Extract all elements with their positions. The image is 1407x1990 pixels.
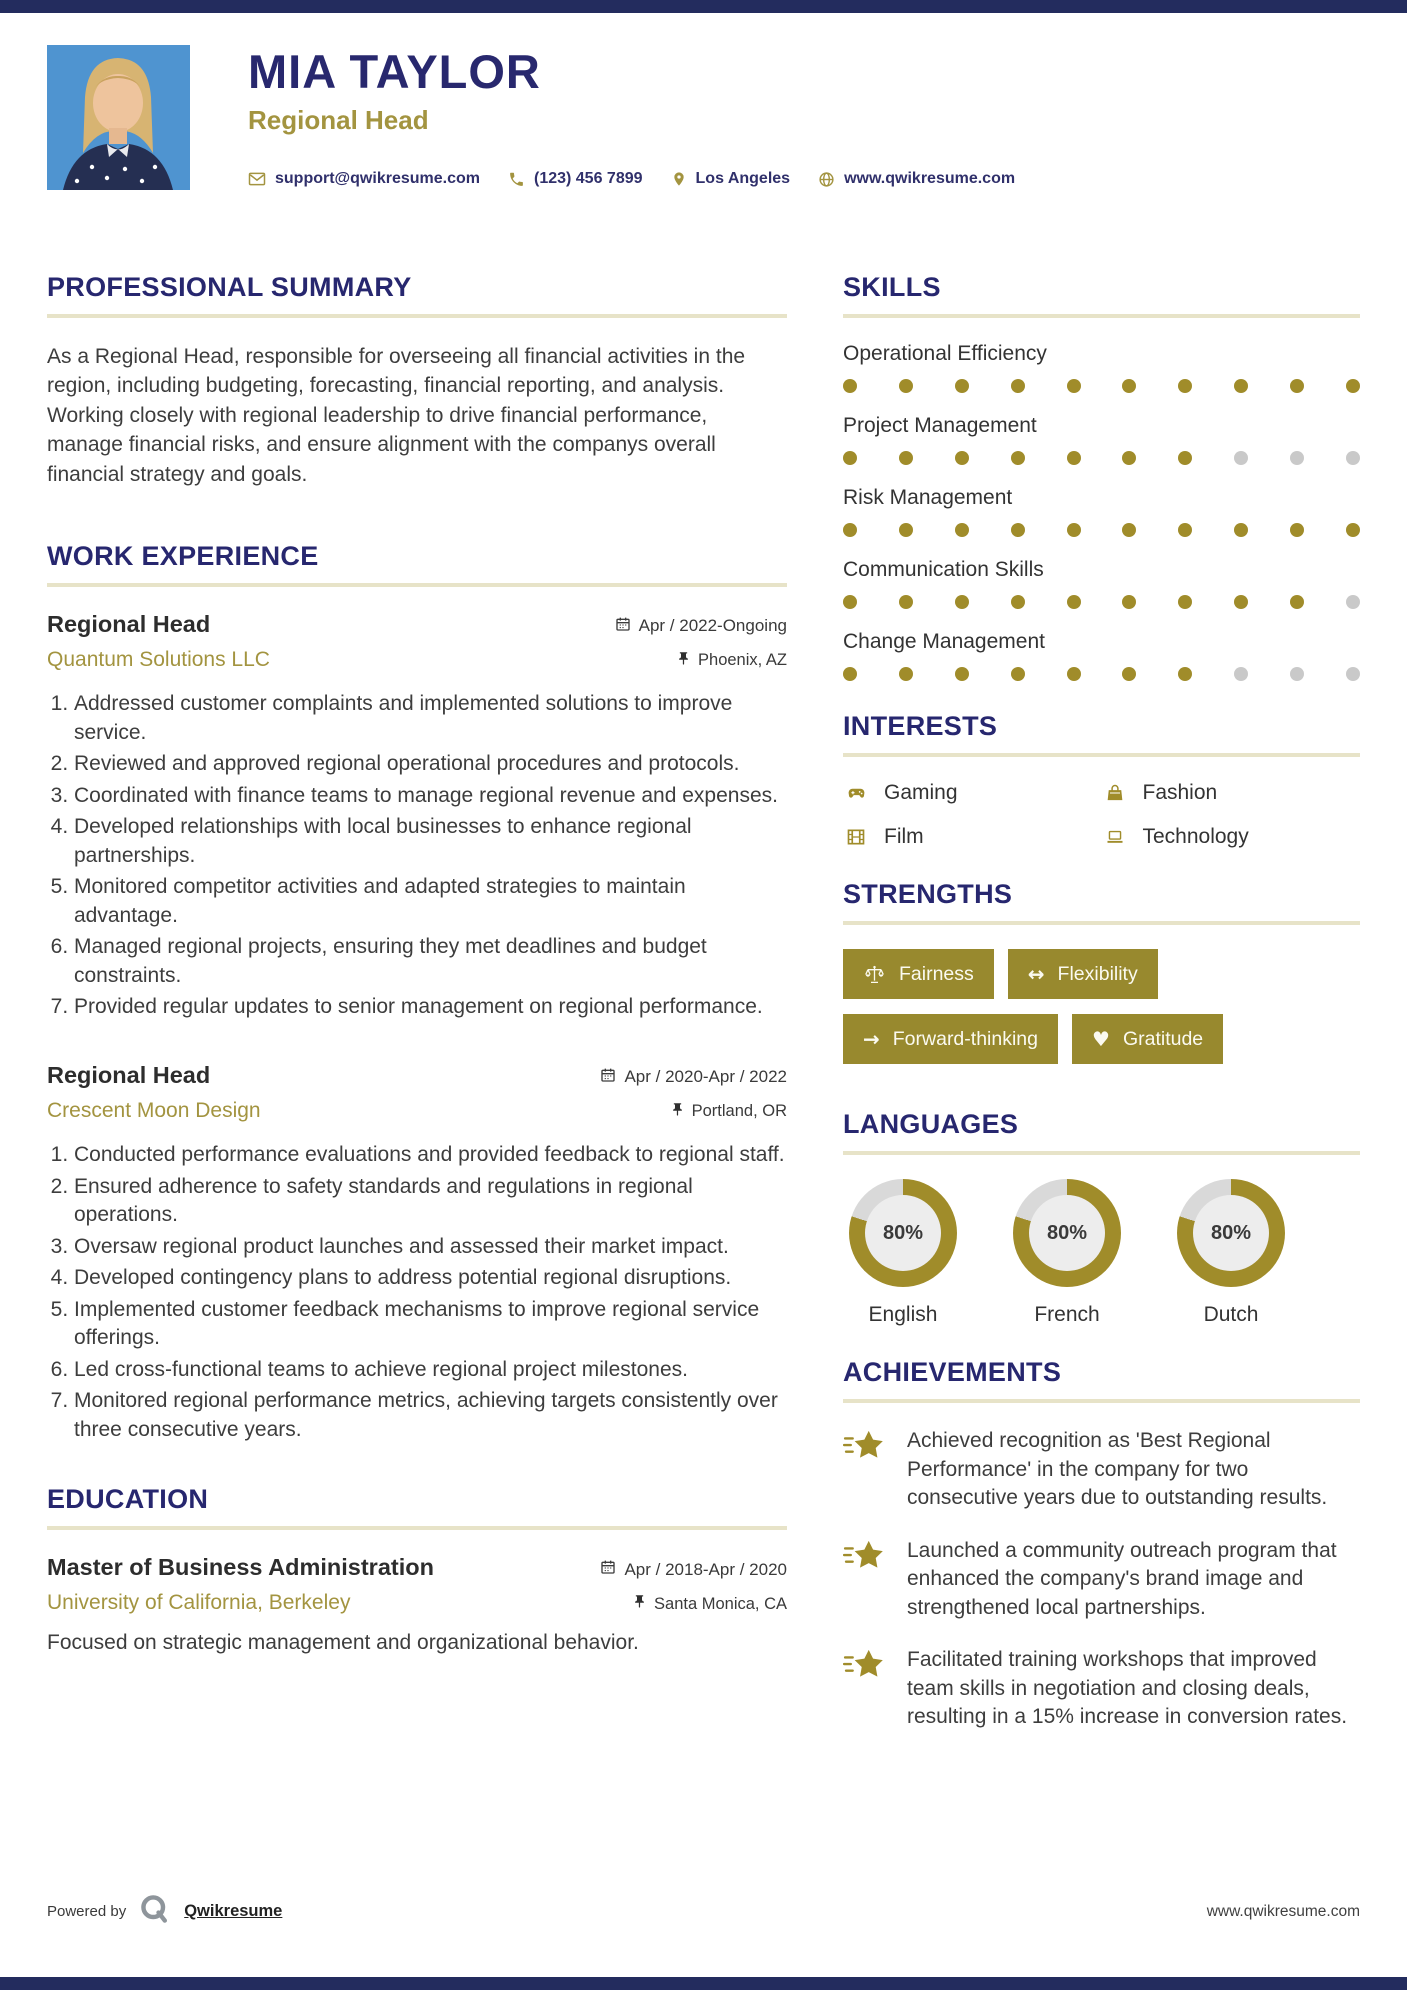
location-text: Los Angeles <box>695 170 791 188</box>
skill-dot <box>955 595 969 609</box>
interest-label: Film <box>884 825 924 848</box>
heart-icon: ♥ <box>1092 1027 1110 1051</box>
skill-dot <box>1178 667 1192 681</box>
degree-title: Master of Business Administration <box>47 1554 434 1581</box>
skill-dot <box>955 451 969 465</box>
calendar-icon <box>615 616 631 637</box>
skill-rating <box>843 523 1360 537</box>
skill-dot <box>1346 595 1360 609</box>
strength-chip <box>843 1014 1058 1064</box>
job-location-text: Phoenix, AZ <box>698 651 787 670</box>
calendar-icon <box>600 1559 616 1580</box>
language-label: English <box>868 1303 938 1326</box>
strength-label: Gratitude <box>1122 1027 1204 1050</box>
skill-name: Change Management <box>843 630 1045 653</box>
skill-dot <box>1067 523 1081 537</box>
skill-dot <box>1122 379 1136 393</box>
skill-dot <box>1067 595 1081 609</box>
contact-row <box>248 170 1015 188</box>
job-date <box>600 1067 787 1088</box>
summary-section <box>47 272 787 489</box>
skill-dot <box>899 523 913 537</box>
film-icon <box>843 827 869 847</box>
job-subheader <box>47 1099 787 1123</box>
job-duty-item: 6. Led cross-functional teams to achieve regional project milestones. <box>74 1356 787 1385</box>
laptop-icon <box>1102 828 1128 847</box>
skill-rating <box>843 451 1360 465</box>
job-entry <box>47 1062 787 1444</box>
job-subheader <box>47 648 787 672</box>
skill-dot <box>1346 379 1360 393</box>
skill-dot <box>899 379 913 393</box>
skill-dot <box>843 595 857 609</box>
language-item <box>1177 1179 1285 1327</box>
education-location <box>632 1594 787 1614</box>
section-rule <box>843 753 1360 757</box>
skill-dot <box>1234 379 1248 393</box>
skill-dot <box>1178 451 1192 465</box>
achievements-list <box>843 1427 1360 1732</box>
top-accent-bar <box>0 0 1407 13</box>
language-donut <box>849 1179 957 1287</box>
education-date-text: Apr / 2018-Apr / 2020 <box>624 1559 787 1579</box>
language-donut <box>1177 1179 1285 1287</box>
right-arrow-icon: → <box>863 1027 880 1051</box>
skill-dot <box>899 595 913 609</box>
qwikresume-logo-icon <box>139 1893 171 1930</box>
job-duty-item: 2. Reviewed and approved regional operational procedures and protocols. <box>74 750 787 779</box>
skill-dot <box>1290 667 1304 681</box>
skills-section <box>843 272 1360 681</box>
skill-dot <box>1011 595 1025 609</box>
job-duties <box>47 690 787 1022</box>
star-burst-icon <box>843 1537 887 1623</box>
skill-row <box>843 558 1360 609</box>
education-heading: EDUCATION <box>47 1484 209 1515</box>
job-duty-item: 5. Implemented customer feedback mechanisms to improve regional service offerings. <box>74 1296 787 1353</box>
interest-label: Gaming <box>884 781 958 804</box>
summary-text: As a Regional Head, responsible for overseeing all financial activities in the region, including budgeting, forecasting, financial reporting, and analysis. Working closely with regional leadership to drive financial performance, manage financial risks, and ensure alignment with the companys overall financial strategy and goals. <box>47 345 746 486</box>
job-entry <box>47 611 787 1022</box>
skill-dot <box>1234 667 1248 681</box>
jobs <box>47 611 787 1444</box>
person-name: MIA TAYLOR <box>248 45 541 98</box>
skill-name: Communication Skills <box>843 558 1044 581</box>
globe-icon <box>818 171 835 188</box>
website-text: www.qwikresume.com <box>844 170 1016 188</box>
job-location-text: Portland, OR <box>691 1102 787 1121</box>
interest-item <box>843 781 1102 805</box>
work-heading: WORK EXPERIENCE <box>47 540 319 571</box>
job-location <box>670 1102 787 1122</box>
language-percent: 80% <box>1193 1195 1269 1271</box>
skill-dot <box>1122 595 1136 609</box>
job-duty-item: 7. Monitored regional performance metrics, achieving targets consistently over three consecutive years. <box>74 1387 787 1444</box>
languages-section <box>843 1109 1360 1327</box>
company-name: Crescent Moon Design <box>47 1098 261 1122</box>
calendar-icon <box>600 1067 616 1088</box>
interest-item <box>1102 825 1361 849</box>
powered-by <box>47 1893 282 1930</box>
skill-dot <box>1290 595 1304 609</box>
skill-dot <box>1290 379 1304 393</box>
pushpin-icon <box>632 1594 647 1614</box>
job-title: Regional Head <box>47 1061 211 1088</box>
left-right-arrow-icon: ↔ <box>1027 962 1045 986</box>
footer-website: www.qwikresume.com <box>1206 1902 1360 1920</box>
job-duty-item: 4. Developed relationships with local businesses to enhance regional partnerships. <box>74 813 787 870</box>
contact-website[interactable] <box>818 170 1015 188</box>
interests-heading: INTERESTS <box>843 711 998 741</box>
skill-row <box>843 630 1360 681</box>
skill-dot <box>1067 379 1081 393</box>
skill-dot <box>843 667 857 681</box>
skill-dot <box>1122 451 1136 465</box>
section-rule <box>843 1399 1360 1403</box>
interest-label: Fashion <box>1142 781 1218 804</box>
education-location-text: Santa Monica, CA <box>654 1594 787 1613</box>
strengths-list <box>843 949 1360 1079</box>
skill-dot <box>1122 667 1136 681</box>
skill-row <box>843 414 1360 465</box>
skill-dot <box>843 379 857 393</box>
job-header <box>47 1062 787 1089</box>
powered-by-label: Powered by <box>47 1903 127 1920</box>
achievement-item <box>843 1427 1360 1513</box>
job-duty-item: 6. Managed regional projects, ensuring they met deadlines and budget constraints. <box>74 933 787 990</box>
job-date-text: Apr / 2022-Ongoing <box>638 616 787 636</box>
job-duty-item: 1. Conducted performance evaluations and provided feedback to regional staff. <box>74 1141 787 1170</box>
header <box>0 0 1407 190</box>
strength-label: Forward-thinking <box>892 1027 1038 1050</box>
gamepad-icon <box>843 784 869 803</box>
job-duty-item: 3. Oversaw regional product launches and assessed their market impact. <box>74 1233 787 1262</box>
job-duty-item: 5. Monitored competitor activities and adapted strategies to maintain advantage. <box>74 873 787 930</box>
skill-dot <box>1290 451 1304 465</box>
achievements-heading: ACHIEVEMENTS <box>843 1357 1062 1387</box>
interest-item <box>843 825 1102 849</box>
skill-dot <box>1067 667 1081 681</box>
skill-dot <box>899 667 913 681</box>
job-duties <box>47 1141 787 1444</box>
section-rule <box>47 1526 787 1530</box>
skill-dot <box>843 451 857 465</box>
skill-dot <box>1234 595 1248 609</box>
language-percent: 80% <box>865 1195 941 1271</box>
job-title: Regional Head <box>47 610 211 637</box>
person-title: Regional Head <box>248 105 429 136</box>
bottom-accent-bar <box>0 1977 1407 1990</box>
section-rule <box>843 921 1360 925</box>
skill-dot <box>1011 667 1025 681</box>
language-label: French <box>1034 1303 1100 1326</box>
education-section <box>47 1484 787 1655</box>
achievement-item <box>843 1537 1360 1623</box>
education-note: Focused on strategic management and organizational behavior. <box>47 1631 639 1655</box>
pushpin-icon <box>670 1102 685 1122</box>
interests-section <box>843 711 1360 849</box>
strength-chip <box>843 949 994 999</box>
strengths-heading: STRENGTHS <box>843 879 1013 909</box>
language-label: Dutch <box>1203 1303 1259 1326</box>
skill-dot <box>1346 523 1360 537</box>
job-date <box>615 616 787 637</box>
interest-item <box>1102 781 1361 805</box>
skill-name: Operational Efficiency <box>843 342 1047 365</box>
skill-dot <box>1067 451 1081 465</box>
language-donut <box>1013 1179 1121 1287</box>
skill-dot <box>843 523 857 537</box>
skill-dot <box>1011 523 1025 537</box>
job-duty-item: 4. Developed contingency plans to address potential regional disruptions. <box>74 1264 787 1293</box>
summary-heading: PROFESSIONAL SUMMARY <box>47 272 412 302</box>
work-section <box>47 541 787 1444</box>
language-item <box>849 1179 957 1327</box>
section-rule <box>47 314 787 318</box>
interests-list <box>843 781 1360 849</box>
skill-dot <box>955 523 969 537</box>
skill-rating <box>843 595 1360 609</box>
languages-list <box>843 1179 1360 1327</box>
mail-icon <box>248 170 266 188</box>
job-duty-item: 1. Addressed customer complaints and implemented solutions to improve service. <box>74 690 787 747</box>
footer <box>47 1893 1360 1930</box>
star-burst-icon <box>843 1427 887 1513</box>
job-date-text: Apr / 2020-Apr / 2022 <box>624 1067 787 1087</box>
skill-dot <box>1346 667 1360 681</box>
skill-name: Risk Management <box>843 486 1013 509</box>
content-columns <box>0 272 1407 1756</box>
shopping-bag-icon <box>1102 783 1128 803</box>
phone-text: (123) 456 7899 <box>533 170 643 188</box>
contact-email[interactable] <box>248 170 480 188</box>
strength-label: Flexibility <box>1057 962 1138 985</box>
skill-dot <box>1178 379 1192 393</box>
section-rule <box>47 583 787 587</box>
skill-row <box>843 342 1360 393</box>
skill-dot <box>1011 379 1025 393</box>
skill-dot <box>899 451 913 465</box>
phone-icon <box>508 171 525 188</box>
star-burst-icon <box>843 1646 887 1732</box>
skill-dot <box>1234 451 1248 465</box>
skills-list <box>843 342 1360 681</box>
pushpin-icon <box>676 651 691 671</box>
job-duty-item: 2. Ensured adherence to safety standards and regulations in regional operations. <box>74 1173 787 1230</box>
education-date <box>600 1559 787 1580</box>
contact-phone[interactable] <box>508 170 643 188</box>
skill-dot <box>1011 451 1025 465</box>
achievements-section <box>843 1357 1360 1732</box>
strength-chip <box>1072 1014 1223 1064</box>
email-text: support@qwikresume.com <box>275 170 480 188</box>
header-text <box>248 45 1015 190</box>
skill-rating <box>843 379 1360 393</box>
skill-dot <box>955 667 969 681</box>
language-percent: 80% <box>1029 1195 1105 1271</box>
strength-chip <box>1008 949 1158 999</box>
contact-location <box>671 170 791 188</box>
skill-dot <box>1290 523 1304 537</box>
location-pin-icon <box>671 171 687 187</box>
job-duty-item: 7. Provided regular updates to senior management on regional performance. <box>74 993 787 1022</box>
portrait-graphic <box>47 45 190 190</box>
skill-dot <box>955 379 969 393</box>
section-rule <box>843 314 1360 318</box>
skill-rating <box>843 667 1360 681</box>
company-name: Quantum Solutions LLC <box>47 647 270 671</box>
skill-row <box>843 486 1360 537</box>
skill-dot <box>1178 595 1192 609</box>
section-rule <box>843 1151 1360 1155</box>
languages-heading: LANGUAGES <box>843 1109 1019 1139</box>
school-name: University of California, Berkeley <box>47 1591 351 1615</box>
profile-photo <box>47 45 190 190</box>
achievement-text: Launched a community outreach program that enhanced the company's brand image and strengthened local partnerships. <box>907 1538 1337 1619</box>
right-column <box>843 272 1360 1756</box>
job-duty-item: 3. Coordinated with finance teams to manage regional revenue and expenses. <box>74 782 787 811</box>
skill-dot <box>1178 523 1192 537</box>
achievement-item <box>843 1646 1360 1732</box>
skill-dot <box>1346 451 1360 465</box>
skills-heading: SKILLS <box>843 272 941 302</box>
scales-icon <box>863 964 886 985</box>
skill-name: Project Management <box>843 414 1037 437</box>
achievement-text: Achieved recognition as 'Best Regional Performance' in the company for two consecutive years due to outstanding results. <box>907 1429 1328 1510</box>
skill-dot <box>1234 523 1248 537</box>
skill-dot <box>1122 523 1136 537</box>
achievement-text: Facilitated training workshops that improved team skills in negotiation and closing deals, resulting in a 15% increase in conversion rates. <box>907 1648 1348 1729</box>
language-item <box>1013 1179 1121 1327</box>
strengths-section <box>843 879 1360 1079</box>
strength-label: Fairness <box>899 962 974 985</box>
job-location <box>676 651 787 671</box>
interest-label: Technology <box>1142 825 1249 848</box>
left-column <box>47 272 787 1756</box>
qwikresume-link[interactable]: Qwikresume <box>184 1902 283 1920</box>
job-header <box>47 611 787 638</box>
